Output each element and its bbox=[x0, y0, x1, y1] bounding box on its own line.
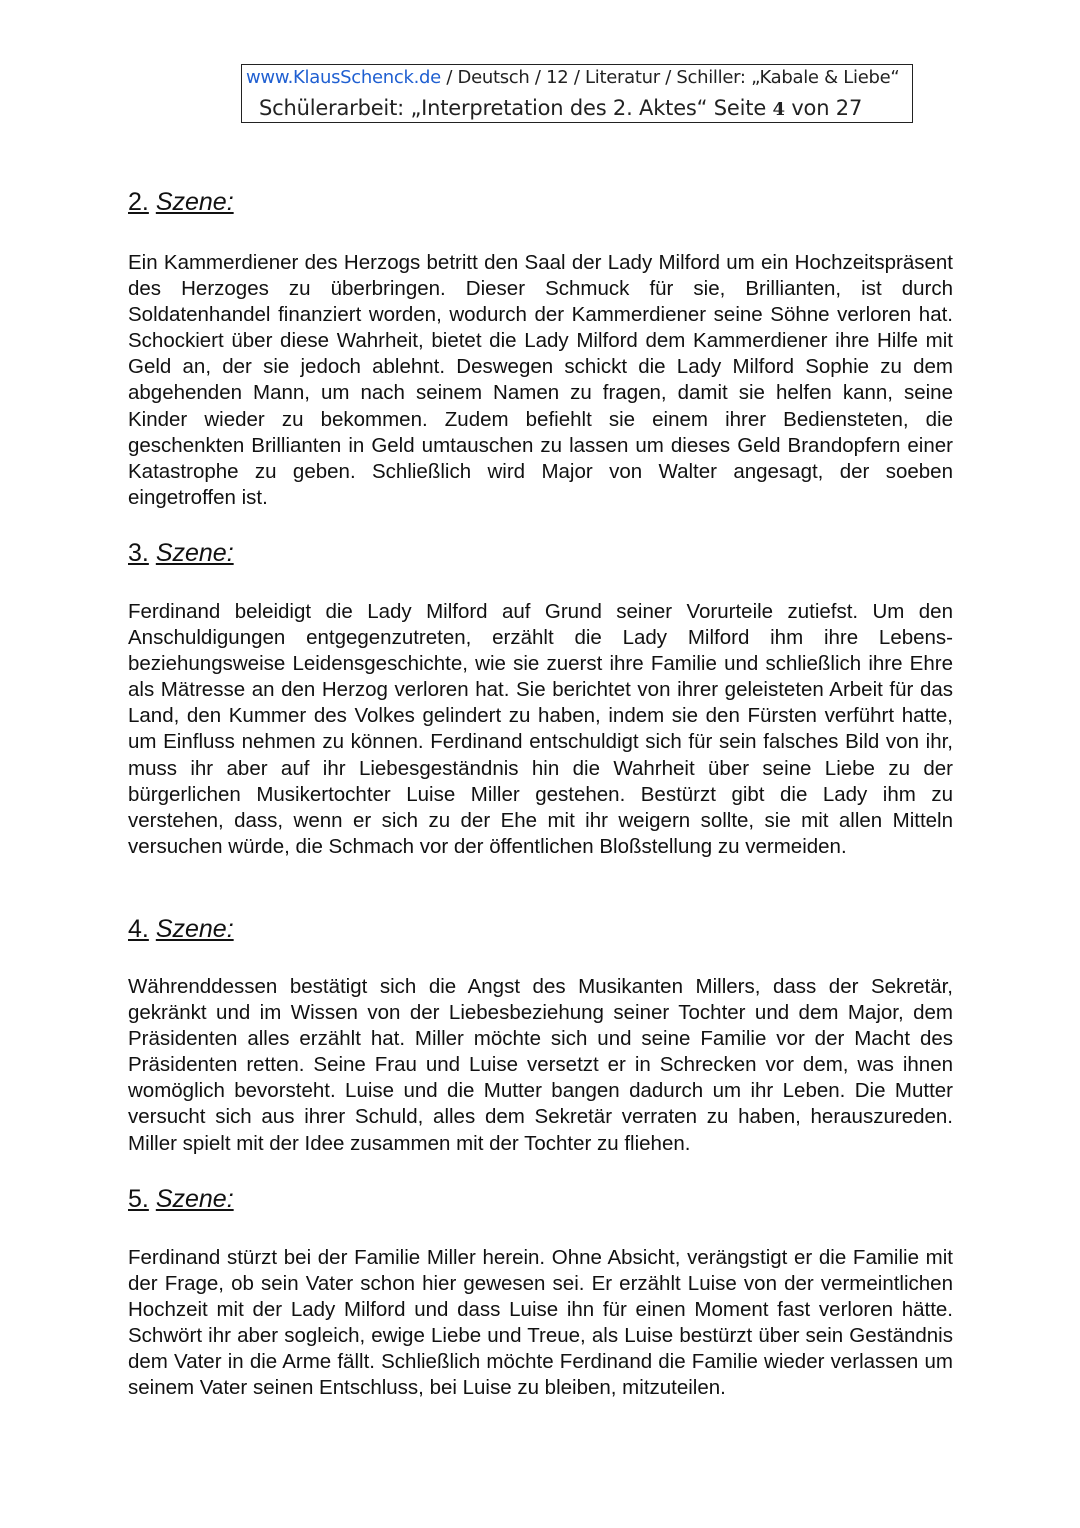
section-number: 2. bbox=[128, 188, 149, 216]
section-heading-szene-2 bbox=[128, 188, 234, 217]
page-header bbox=[241, 64, 913, 123]
section-title: Szene: bbox=[155, 915, 234, 943]
section-text-szene-5: Ferdinand stürzt bei der Familie Miller herein. Ohne Absicht, verängstigt er die Familie mit der Frage, ob sein Vater schon hier gewesen sei. Er erzählt Luise von der vermeintlichen Hochzeit mit der Lady Milford und dass Luise ihn für einen Moment fast verloren hätte. Schwört ihr aber sogleich, ewige Liebe und Treue, als Luise bestürzt über sein Geständnis dem Vater in die Arme fällt. Schließlich möchte Ferdinand die Familie wieder verlassen um seinem Vater seinen Entschluss, bei Luise zu bleiben, mitzuteilen. bbox=[128, 1246, 953, 1400]
page-total: von 27 bbox=[784, 96, 863, 120]
section-title: Szene: bbox=[155, 1185, 234, 1213]
section-title: Szene: bbox=[155, 539, 234, 567]
page-number: 4 bbox=[772, 99, 785, 120]
section-text-szene-2: Ein Kammerdiener des Herzogs betritt den Saal der Lady Milford um ein Hochzeitspräsent des Herzoges zu überbringen. Dieser Schmuck für sie, Brillianten, ist durch Soldatenhandel finanziert worden, wodurch der Kammerdiener seine Söhne verloren hat. Schockiert über diese Wahrheit, bietet die Lady Milford dem Kammerdiener ihre Hilfe mit Geld an, der sie jedoch ablehnt. Deswegen schickt die Lady Milford Sophie zu dem abgehenden Mann, um nach seinem Namen zu fragen, damit sie helfen kann, seine Kinder wieder zu bekommen. Zudem befiehlt sie einem ihrer Bediensteten, die geschenkten Brillianten in Geld umtauschen zu lassen um dieses Geld Brandopfern einer Katastrophe zu geben. Schließlich wird Major von Walter angesagt, der soeben eingetroffen ist. bbox=[128, 251, 953, 509]
subtitle-text: Schülerarbeit: „Interpretation des 2. Aktes“ Seite bbox=[259, 96, 773, 120]
section-heading-szene-3 bbox=[128, 539, 234, 568]
section-heading-szene-4 bbox=[128, 915, 234, 944]
breadcrumb: / Deutsch / 12 / Literatur / Schiller: „Kabale & Liebe“ bbox=[440, 67, 900, 88]
section-text-szene-4: Währenddessen bestätigt sich die Angst des Musikanten Millers, dass der Sekretär, gekränkt und im Wissen von der Liebesbeziehung seiner Tochter und dem Major, dem Präsidenten alles erzählt hat. Miller möchte sich und seine Familie vor der Macht des Präsidenten retten. Seine Frau und Luise versetzt er in Schrecken vor dem, was ihnen womöglich bevorsteht. Luise und die Mutter bangen dadurch um ihr Leben. Die Mutter versucht sich aus ihrer Schuld, alles dem Sekretär verraten zu haben, herauszureden. Miller spielt mit der Idee zusammen mit der Tochter zu fliehen. bbox=[128, 975, 953, 1155]
section-title: Szene: bbox=[155, 188, 234, 216]
header-subtitle bbox=[259, 95, 862, 123]
site-link[interactable]: www.KlausSchenck.de bbox=[246, 67, 441, 88]
section-number: 3. bbox=[128, 539, 149, 567]
header-breadcrumb-line bbox=[246, 66, 899, 90]
section-number: 4. bbox=[128, 915, 149, 943]
section-text-szene-3: Ferdinand beleidigt die Lady Milford auf Grund seiner Vorurteile zutiefst. Um den Anschuldigungen entgegenzutreten, erzählt die Lady Milford ihm ihre Lebens- beziehungsweise Leidensgeschichte, wie sie zuerst ihre Familie und schließlich ihre Ehre als Mätresse an den Herzog verloren hat. Sie berichtet von ihrer geleisteten Arbeit für das Land, den Kummer des Volkes gelindert zu haben, indem sie den Fürsten verführt hatte, um Einfluss nehmen zu können. Ferdinand entschuldigt sich für sein falsches Bild von ihr, muss ihr aber auf ihr Liebesgeständnis hin die Wahrheit über seine Liebe zu der bürgerlichen Musikertochter Luise Miller gestehen. Bestürzt gibt die Lady ihm zu verstehen, dass, wenn er sich zu der Ehe mit ihr weigern sollte, sie mit allen Mitteln versuchen würde, die Schmach vor der öffentlichen Bloßstellung zu vermeiden. bbox=[128, 600, 953, 858]
section-number: 5. bbox=[128, 1185, 149, 1213]
section-heading-szene-5 bbox=[128, 1185, 234, 1214]
